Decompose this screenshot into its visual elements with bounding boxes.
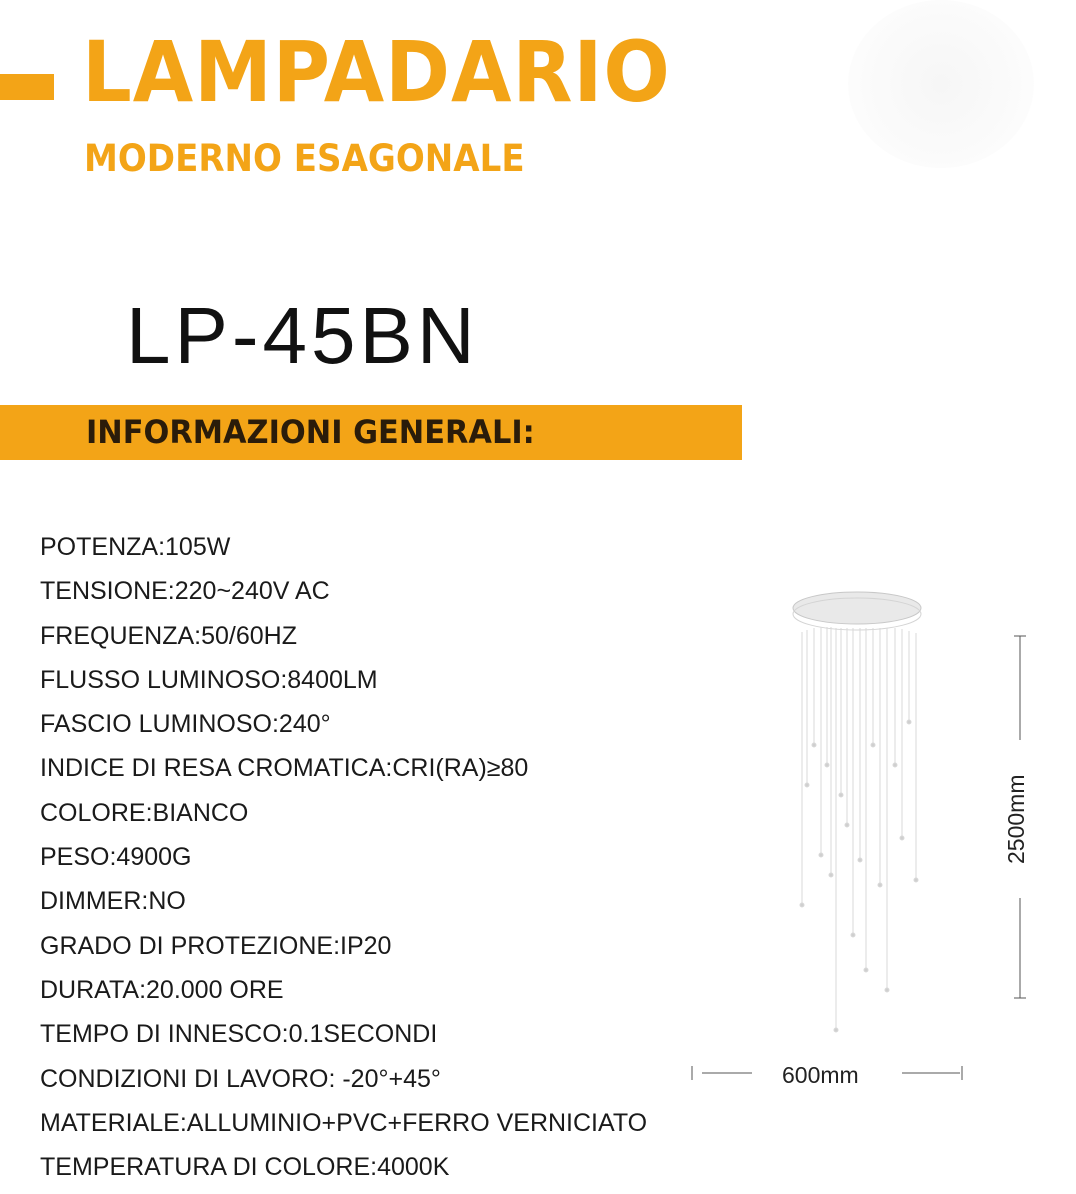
- spec-item: TEMPO DI INNESCO:0.1SECONDI: [40, 1020, 438, 1049]
- spec-item: DIMMER:NO: [40, 887, 186, 916]
- spec-item: FASCIO LUMINOSO:240°: [40, 710, 331, 739]
- spec-item: POTENZA:105W: [40, 533, 231, 561]
- brand-watermark: [848, 0, 1034, 168]
- spec-item: MATERIALE:ALLUMINIO+PVC+FERRO VERNICIATO: [40, 1108, 648, 1137]
- ceiling-canopy: [793, 592, 921, 624]
- section-heading: INFORMAZIONI GENERALI:: [86, 413, 535, 451]
- spec-list: [40, 530, 647, 1194]
- spec-item: FREQUENZA:50/60HZ: [40, 621, 298, 650]
- spec-item: TEMPERATURA DI COLORE:4000K: [40, 1153, 450, 1182]
- height-label: 2500mm: [1003, 774, 1029, 864]
- spec-item: COLORE:BIANCO: [40, 798, 249, 827]
- spec-item: TENSIONE:220~240V AC: [40, 577, 330, 606]
- spec-item: CONDIZIONI DI LAVORO: -20°+45°: [40, 1064, 441, 1093]
- spec-item: INDICE DI RESA CROMATICA:CRI(RA)≥80: [40, 754, 529, 783]
- model-code: LP-45BN: [126, 291, 479, 380]
- page-subtitle: MODERNO ESAGONALE: [84, 137, 525, 180]
- chandelier-drawing: [690, 580, 980, 1090]
- width-label: 600mm: [782, 1062, 859, 1088]
- spec-item: FLUSSO LUMINOSO:8400LM: [40, 665, 378, 694]
- spec-item: GRADO DI PROTEZIONE:IP20: [40, 931, 392, 960]
- page-title: LAMPADARIO: [82, 23, 671, 121]
- spec-item: DURATA:20.000 ORE: [40, 975, 284, 1004]
- accent-bar: [0, 74, 54, 100]
- pendant-cords: [800, 627, 918, 1032]
- spec-item: PESO:4900G: [40, 843, 192, 872]
